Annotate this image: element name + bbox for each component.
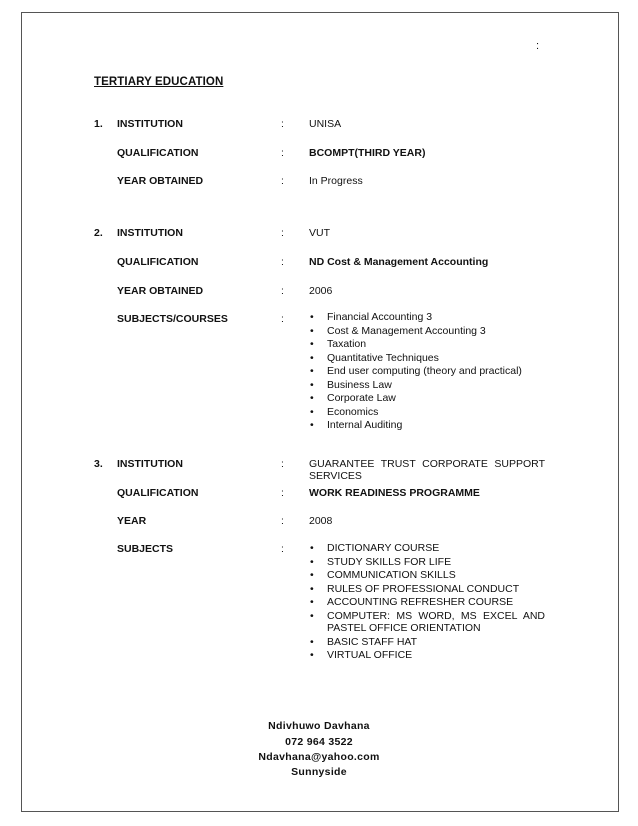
- institution-label: INSTITUTION: [117, 227, 183, 239]
- qualification-value: BCOMPT(THIRD YEAR): [309, 147, 426, 159]
- separator: :: [281, 285, 284, 297]
- separator: :: [281, 313, 284, 325]
- separator: :: [281, 543, 284, 555]
- qualification-label: QUALIFICATION: [117, 147, 199, 159]
- bullet-icon: •: [310, 419, 314, 431]
- year-label: YEAR OBTAINED: [117, 175, 204, 187]
- entry-number: 3.: [94, 458, 103, 470]
- qualification-label: QUALIFICATION: [117, 256, 199, 268]
- bullet-icon: •: [310, 582, 314, 595]
- list-item: [309, 338, 522, 352]
- footer-name: Ndivhuwo Davhana: [268, 720, 370, 732]
- list-item: [309, 636, 545, 650]
- entry-number: 2.: [94, 227, 103, 239]
- bullet-icon: •: [310, 542, 314, 554]
- subject-text: Financial Accounting 3: [327, 311, 433, 323]
- bullet-icon: •: [310, 635, 314, 648]
- subject-text: STUDY SKILLS FOR LIFE: [327, 555, 452, 568]
- subject-text: End user computing (theory and practical): [327, 365, 522, 377]
- subject-text: Quantitative Techniques: [327, 351, 439, 364]
- subject-text: BASIC STAFF HAT: [327, 635, 418, 648]
- bullet-icon: •: [310, 649, 314, 661]
- institution-value-line1: GUARANTEE TRUST CORPORATE SUPPORT: [309, 458, 545, 470]
- year-value: 2006: [309, 285, 333, 297]
- institution-value: UNISA: [309, 118, 342, 130]
- list-item: [309, 583, 545, 597]
- year-label: YEAR OBTAINED: [117, 285, 204, 297]
- list-item: [309, 610, 545, 636]
- list-item: [309, 569, 545, 583]
- list-item: [309, 406, 522, 420]
- subject-text: Internal Auditing: [327, 419, 403, 431]
- list-item: [309, 542, 545, 556]
- subject-text: Economics: [327, 405, 379, 418]
- entry-number: 1.: [94, 118, 103, 130]
- subject-text-line1: COMPUTER: MS WORD, MS EXCEL AND: [327, 609, 545, 622]
- list-item: [309, 325, 522, 339]
- institution-label: INSTITUTION: [117, 458, 183, 470]
- separator: :: [281, 147, 284, 159]
- subject-text: COMMUNICATION SKILLS: [327, 569, 456, 581]
- subject-text: VIRTUAL OFFICE: [327, 649, 413, 661]
- separator: :: [281, 515, 284, 527]
- institution-label: INSTITUTION: [117, 118, 183, 130]
- footer-email: Ndavhana@yahoo.com: [258, 751, 380, 763]
- bullet-icon: •: [310, 378, 314, 391]
- section-heading: TERTIARY EDUCATION: [94, 76, 224, 88]
- list-item: [309, 556, 545, 570]
- institution-value-line2: SERVICES: [309, 470, 362, 482]
- bullet-icon: •: [310, 405, 314, 418]
- subjects-list: [309, 311, 522, 433]
- year-value: 2008: [309, 515, 333, 527]
- separator: :: [281, 227, 284, 239]
- qualification-value: WORK READINESS PROGRAMME: [309, 487, 480, 499]
- qualification-label: QUALIFICATION: [117, 487, 199, 499]
- subjects-list: [309, 542, 545, 663]
- list-item: [309, 392, 522, 406]
- subjects-label: SUBJECTS/COURSES: [117, 313, 228, 325]
- footer-location: Sunnyside: [291, 766, 347, 778]
- subject-text-line2: PASTEL OFFICE ORIENTATION: [327, 622, 481, 634]
- year-value: In Progress: [309, 175, 363, 187]
- qualification-value: ND Cost & Management Accounting: [309, 256, 489, 268]
- subject-text: DICTIONARY COURSE: [327, 542, 440, 554]
- list-item: [309, 649, 545, 663]
- list-item: [309, 311, 522, 325]
- separator: :: [281, 175, 284, 187]
- subject-text: Business Law: [327, 378, 392, 391]
- subject-text: RULES OF PROFESSIONAL CONDUCT: [327, 582, 520, 595]
- institution-value: VUT: [309, 227, 330, 239]
- bullet-icon: •: [310, 311, 314, 323]
- footer-phone: 072 964 3522: [285, 736, 353, 748]
- subject-text: Taxation: [327, 338, 367, 350]
- bullet-icon: •: [310, 596, 314, 608]
- subject-text: Corporate Law: [327, 392, 396, 404]
- subject-text: ACCOUNTING REFRESHER COURSE: [327, 596, 514, 608]
- separator: :: [281, 487, 284, 499]
- list-item: [309, 596, 545, 610]
- bullet-icon: •: [310, 351, 314, 364]
- header-colon: :: [536, 40, 540, 52]
- separator: :: [281, 256, 284, 268]
- bullet-icon: •: [310, 338, 314, 350]
- bullet-icon: •: [310, 569, 314, 581]
- bullet-icon: •: [310, 392, 314, 404]
- list-item: [309, 419, 522, 433]
- bullet-icon: •: [310, 365, 314, 377]
- bullet-icon: •: [310, 324, 314, 337]
- bullet-icon: •: [310, 555, 314, 568]
- separator: :: [281, 458, 284, 470]
- list-item: [309, 352, 522, 366]
- bullet-icon: •: [310, 609, 314, 622]
- subjects-label: SUBJECTS: [117, 543, 174, 555]
- list-item: [309, 379, 522, 393]
- list-item: [309, 365, 522, 379]
- year-label: YEAR: [117, 515, 147, 527]
- subject-text: Cost & Management Accounting 3: [327, 324, 486, 337]
- separator: :: [281, 118, 284, 130]
